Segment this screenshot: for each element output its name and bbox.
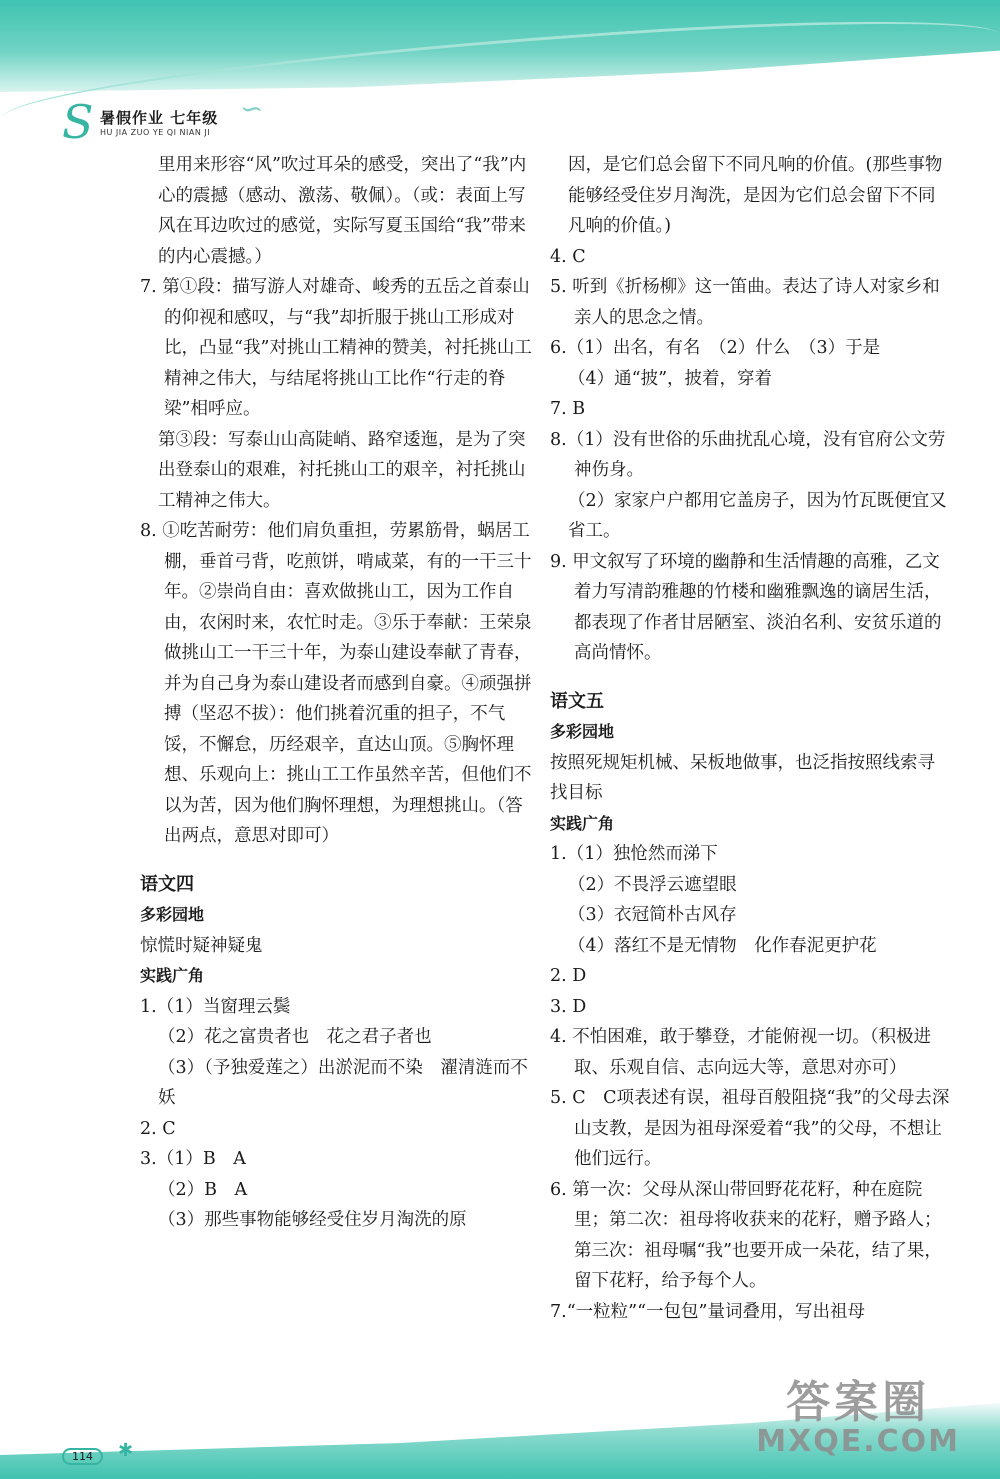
page-swirl-icon: ✱ <box>118 1440 134 1461</box>
answer-line: 4. C <box>550 246 586 267</box>
answer-line: 5. C C项表述有误，祖母百般阻挠“我”的父母去深山支教，是因为祖母深爱着“我”的父母，不想让他们远行。 <box>550 1088 950 1169</box>
answer-line: 第③段：写泰山山高陡峭、路窄逶迤，是为了突出登泰山的艰难，衬托挑山工的艰辛，衬托挑山工精神之伟大。 <box>158 429 526 511</box>
answer-line: 7. 第①段：描写游人对雄奇、峻秀的五岳之首泰山的仰视和感叹，与“我”却折服于挑山工形成对比，凸显“我”对挑山工精神的赞美，衬托挑山工精神之伟大，与结尾将挑山工比作“行走的脊梁”相呼应。 <box>140 277 532 419</box>
answer-line: 6. 第一次：父母从深山带回野花花籽，种在庭院里；第二次：祖母将收获来的花籽，赠予路人；第三次：祖母嘱“我”也要开成一朵花，结了果，留下花籽，给予每个人。 <box>550 1179 942 1291</box>
page-number: 114 <box>62 1448 103 1465</box>
answer-line: 4. 不怕困难，敢于攀登，才能俯视一切。（积极进取、乐观自信、志向远大等，意思对亦可） <box>550 1027 932 1078</box>
answer-line: （4）通“披”，披着，穿着 <box>568 368 773 389</box>
answer-line: 6.（1）出名，有名 （2）什么 （3）于是 <box>550 338 881 358</box>
header-title: 暑假作业 七年级 <box>100 109 219 127</box>
answer-line: 1.（1）当窗理云鬓 <box>140 996 291 1017</box>
section-heading: 语文四 <box>140 873 194 895</box>
answer-line: 里用来形容“风”吹过耳朵的感受，突出了“我”内心的震撼（感动、激荡、敬佩）。（或：表面上写风在耳边吹过的感觉，实际写夏玉国给“我”带来的内心震撼。） <box>158 155 527 267</box>
answer-line: 2. C <box>140 1118 176 1139</box>
answer-line: 7.“一粒粒”“一包包”量词叠用，写出祖母 <box>550 1301 865 1322</box>
answer-line: 8. ①吃苦耐劳：他们肩负重担，劳累筋骨，蜗居工棚，垂首弓背，吃煎饼，啃咸菜，有的一干三十年。②崇尚自由：喜欢做挑山工，因为工作自由，农闲时来，农忙时走。③乐于奉献：王荣泉做挑山工一干三十年，为泰山建设奉献了青春，并为自己身为泰山建设者而感到自豪。④顽强拼搏（坚忍不拔）：他们挑着沉重的担子，不气馁，不懈怠，历经艰辛，直达山顶。⑤胸怀理想、乐观向上：挑山工工作虽然辛苦，但他们不以为苦，因为他们胸怀理想，为理想挑山。（答出两点，意思对即可） <box>140 521 532 846</box>
answer-line: （3）（予独爱莲之）出淤泥而不染 濯清涟而不妖 <box>158 1057 528 1108</box>
answer-line: 7. B <box>550 399 586 419</box>
answer-line: 3. D <box>550 996 587 1017</box>
header-pinyin: HU JIA ZUO YE QI NIAN JI <box>100 128 211 137</box>
watermark-main: 答案圈 <box>786 1377 931 1428</box>
watermark-url: MXQE.COM <box>756 1424 960 1459</box>
swirl-ornament-icon: ∽ <box>240 92 264 125</box>
answer-line: 按照死规矩机械、呆板地做事，也泛指按照线索寻找目标 <box>550 752 935 803</box>
answer-line: 9. 甲文叙写了环境的幽静和生活情趣的高雅，乙文着力写清韵雅趣的竹楼和幽雅飘逸的谪居生活，都表现了作者甘居陋室、淡泊名利、安贫乐道的高尚情怀。 <box>550 551 942 663</box>
section-heading: 语文五 <box>550 690 604 712</box>
answer-line: 因，是它们总会留下不同凡响的价值。(那些事物能够经受住岁月淘洗，是因为它们总会留下不同凡响的价值。) <box>568 155 943 236</box>
series-logo: S <box>62 95 94 149</box>
answer-line: （3）衣冠简朴古风存 <box>568 905 737 925</box>
subsection-heading: 多彩园地 <box>550 722 615 741</box>
subsection-heading: 实践广角 <box>550 813 615 833</box>
answer-line: （2）不畏浮云遮望眼 <box>568 874 737 895</box>
answer-line: （2）B A <box>158 1179 248 1200</box>
answer-line: 1.（1）独怆然而涕下 <box>550 844 718 864</box>
answer-line: （4）落红不是无情物 化作春泥更护花 <box>568 935 877 956</box>
answer-line: （2）家家户户都用它盖房子，因为竹瓦既便宜又省工。 <box>568 490 947 541</box>
watermark <box>756 1366 960 1459</box>
answer-line: 惊慌时疑神疑鬼 <box>140 935 263 956</box>
subsection-heading: 实践广角 <box>140 966 205 985</box>
answer-column-right <box>550 150 950 1327</box>
answer-column-left <box>140 150 532 1236</box>
answer-line: 3.（1）B A <box>140 1149 246 1169</box>
answer-line: 8.（1）没有世俗的乐曲扰乱心境，没有官府公文劳神伤身。 <box>550 429 946 480</box>
answer-line: （3）那些事物能够经受住岁月淘洗的原 <box>158 1210 467 1230</box>
subsection-heading: 多彩园地 <box>140 905 205 924</box>
answer-line: 5. 听到《折杨柳》这一笛曲。表达了诗人对家乡和亲人的思念之情。 <box>550 277 940 328</box>
answer-line: （2）花之富贵者也 花之君子者也 <box>158 1027 432 1047</box>
answer-line: 2. D <box>550 966 587 986</box>
